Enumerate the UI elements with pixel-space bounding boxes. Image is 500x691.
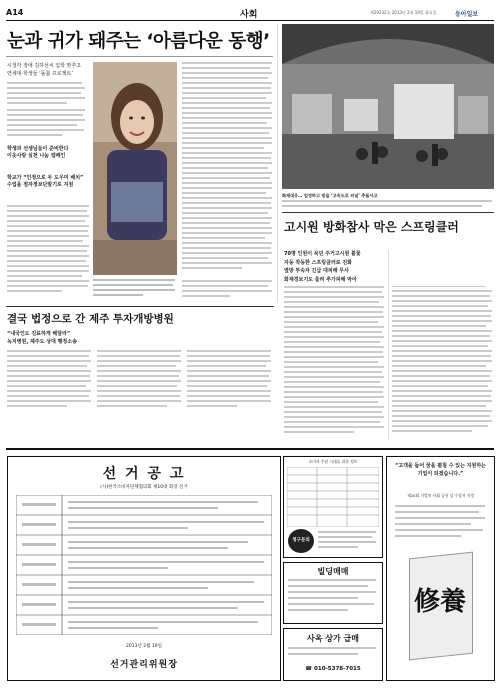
main-headline: 눈과 귀가 돼주는 ‘아름다운 동행’	[7, 31, 270, 52]
middle-ad-top	[283, 456, 383, 558]
right-deck-2: 자동 작동한 스프링클러로 진화	[284, 259, 353, 266]
subhead-line-2: 이웃사랑 실천 나눔 캠페인	[7, 153, 66, 159]
photo-caption-title: 화재대응… 엄정하고 믿을 ‘고속도로 터널’ 추돌사고	[282, 193, 378, 198]
building-sale-body	[288, 579, 378, 619]
election-notice-title: 선 거 공 고	[102, 466, 186, 482]
girl-photo-illustration	[93, 62, 177, 275]
photo-caption-text	[93, 279, 177, 303]
election-notice-date: 2013년 2월 19일	[126, 644, 162, 649]
election-notice-subtitle: (사)한국소비자단체협의회 제10대 회장 선거	[100, 485, 188, 490]
right-ad-subtext: 제20회 기업의 사회 공헌 상 수상자 지정	[406, 493, 475, 498]
right-feature-body	[284, 286, 494, 442]
main-subhead-2	[7, 175, 89, 189]
brand-logo: 修養	[413, 587, 466, 617]
tunnel-caption-text	[282, 200, 494, 212]
middle-ad-notes	[318, 531, 378, 553]
right-feature-headline: 고시원 방화참사 막은 스프링클러	[284, 220, 459, 234]
right-deck-3: 옆방 투숙자 긴급 대피해 무사	[284, 268, 349, 274]
middle-ad-top-line: 소비자 주권 시대를 위한 정보	[308, 459, 358, 464]
section-label: 사회	[240, 10, 258, 20]
office-sale-title: 사옥 상가 급매	[307, 634, 359, 643]
election-notice-table	[16, 495, 272, 635]
col-divider-right	[388, 250, 389, 440]
office-sale-phone: ☎ 010-5378-7015	[305, 666, 361, 672]
main-body-text-top	[7, 82, 87, 142]
deck-line-1: 시청각 장애 김하선씨 입학 맞추고	[7, 63, 81, 69]
main-body-text-cols	[182, 62, 274, 277]
election-notice-ad	[7, 456, 281, 681]
building-sale-title: 빌딩매매	[317, 567, 349, 576]
subhead2-line-1: 학교가 “인정으로 두 도우미 배치”	[7, 175, 84, 181]
left-lower-deck-2: 녹지병원, 제주도 상대 행정소송	[7, 339, 77, 345]
middle-ad-table	[287, 467, 379, 527]
tunnel-photo-illustration	[282, 24, 494, 189]
deck-line-2: 연세대·학생들 ‘돌봄 프로젝트’	[7, 71, 73, 77]
right-ad-quote: “고객을 돕어 꿈을 펼칠 수 있는 지원하는 기업이 되겠습니다.”	[394, 463, 486, 477]
masthead	[0, 0, 500, 22]
headline-rule	[6, 56, 273, 57]
main-subhead	[7, 146, 87, 160]
left-lower-deck	[7, 330, 97, 346]
office-sale-body	[288, 647, 378, 661]
left-lower-deck-1: “내국인도 진료하게 해달라”	[7, 331, 71, 337]
issue-info: 제29232호 2013년 2월 19일 화요일	[370, 10, 437, 15]
ads-rule	[6, 448, 494, 450]
main-photo	[93, 62, 177, 275]
paper-name: 동아일보	[455, 11, 479, 18]
left-lower-body	[7, 350, 275, 442]
subhead-line-1: 학생과 선생님들이 준비한다	[7, 146, 69, 152]
col-divider	[277, 24, 278, 302]
building-sale-ad	[283, 562, 383, 624]
section-rule-left	[6, 306, 274, 307]
office-sale-ad	[283, 628, 383, 681]
badge-label: 청구문의	[292, 538, 310, 543]
main-body-text-lower-mid	[182, 280, 274, 302]
right-brand-ad	[386, 456, 495, 681]
left-lower-headline: 결국 법정으로 간 제주 투자개방병원	[7, 313, 174, 325]
main-deck	[7, 62, 87, 78]
right-deck-4: 화재경보기도 울려 추가피해 막아	[284, 276, 357, 283]
tunnel-photo	[282, 24, 494, 189]
subhead2-line-2: 수업을 점자정보단말기로 지원	[7, 182, 74, 188]
section-rule-right	[282, 212, 494, 213]
election-notice-org: 선거관리위원장	[110, 660, 178, 670]
right-feature-deck	[284, 250, 384, 284]
page-number: A14	[6, 8, 24, 17]
main-body-text-lower	[7, 205, 91, 300]
right-deck-1: 70명 인원이 묵던 주거고시원 불꽃	[284, 251, 361, 257]
masthead-rule	[6, 20, 494, 21]
